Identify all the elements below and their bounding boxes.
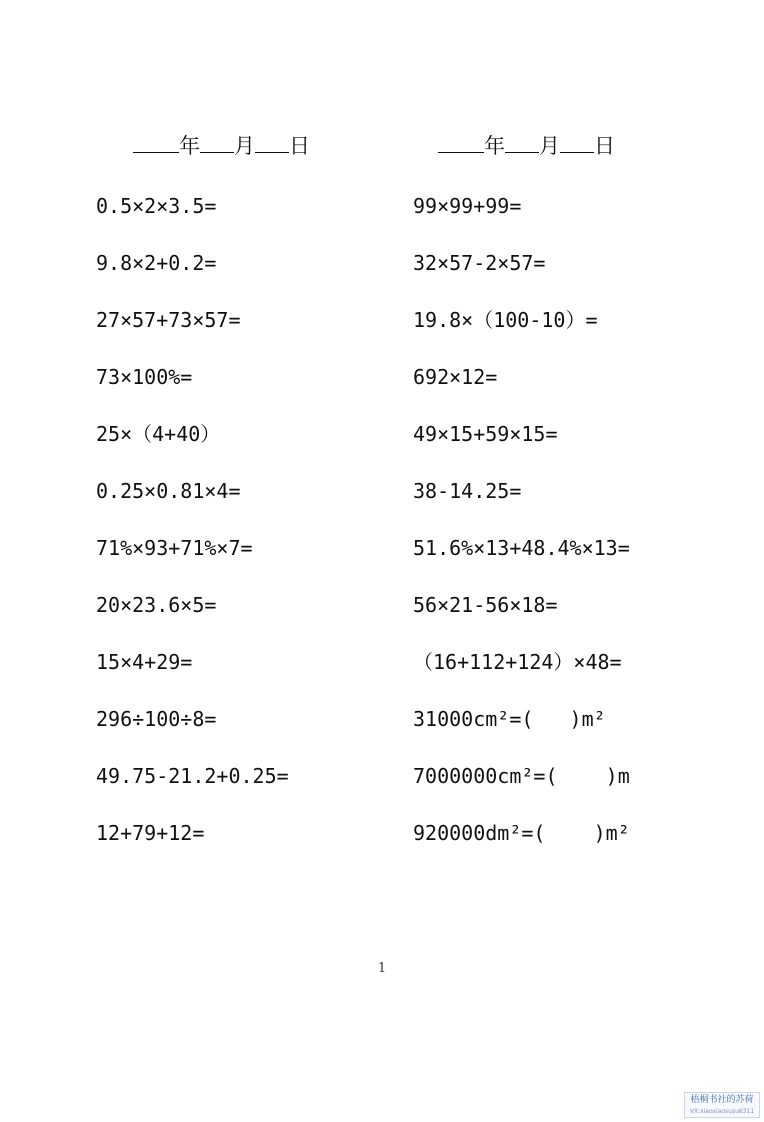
year-label: 年 — [179, 134, 200, 158]
problem-item: 19.8×（100-10）= — [413, 308, 598, 332]
problem-item: 38-14.25= — [413, 479, 522, 503]
watermark-line2: VX:xiaoxiaosusu6311 — [689, 1108, 755, 1115]
day-label: 日 — [289, 134, 310, 158]
problem-item: 71%×93+71%×7= — [96, 536, 253, 560]
watermark-line1: 梧桐书社的苏荷 — [690, 1095, 754, 1105]
page-number: 1 — [377, 961, 387, 976]
watermark-stamp — [684, 1092, 760, 1118]
problem-item: 32×57-2×57= — [413, 251, 546, 275]
problem-item: 920000dm²=( )m² — [413, 821, 630, 845]
date-header-left — [133, 128, 310, 162]
right-problem-column — [413, 190, 630, 874]
day-blank[interactable] — [255, 128, 289, 153]
problem-item: 56×21-56×18= — [413, 593, 558, 617]
problem-item: 692×12= — [413, 365, 498, 389]
month-blank[interactable] — [505, 128, 539, 153]
problem-item: 51.6%×13+48.4%×13= — [413, 536, 630, 560]
month-label: 月 — [539, 134, 560, 158]
problem-item: 0.5×2×3.5= — [96, 194, 217, 218]
year-blank[interactable] — [133, 128, 179, 153]
problem-item: 9.8×2+0.2= — [96, 251, 217, 275]
day-label: 日 — [594, 134, 615, 158]
problem-item: 27×57+73×57= — [96, 308, 241, 332]
day-blank[interactable] — [560, 128, 594, 153]
month-label: 月 — [234, 134, 255, 158]
year-label: 年 — [484, 134, 505, 158]
problem-item: 20×23.6×5= — [96, 593, 217, 617]
problem-item: 12+79+12= — [96, 821, 205, 845]
problem-item: 99×99+99= — [413, 194, 522, 218]
problem-item: 25×（4+40） — [96, 422, 221, 446]
problem-item: 49×15+59×15= — [413, 422, 558, 446]
problem-item: 296÷100÷8= — [96, 707, 217, 731]
month-blank[interactable] — [200, 128, 234, 153]
year-blank[interactable] — [438, 128, 484, 153]
left-problem-column — [96, 190, 289, 874]
problem-item: 15×4+29= — [96, 650, 193, 674]
problem-item: （16+112+124）×48= — [413, 650, 622, 674]
problem-item: 31000cm²=( )m² — [413, 707, 606, 731]
date-header-right — [438, 128, 615, 162]
problem-item: 49.75-21.2+0.25= — [96, 764, 289, 788]
problem-item: 0.25×0.81×4= — [96, 479, 241, 503]
problem-item: 7000000cm²=( )m — [413, 764, 630, 788]
problem-item: 73×100%= — [96, 365, 193, 389]
